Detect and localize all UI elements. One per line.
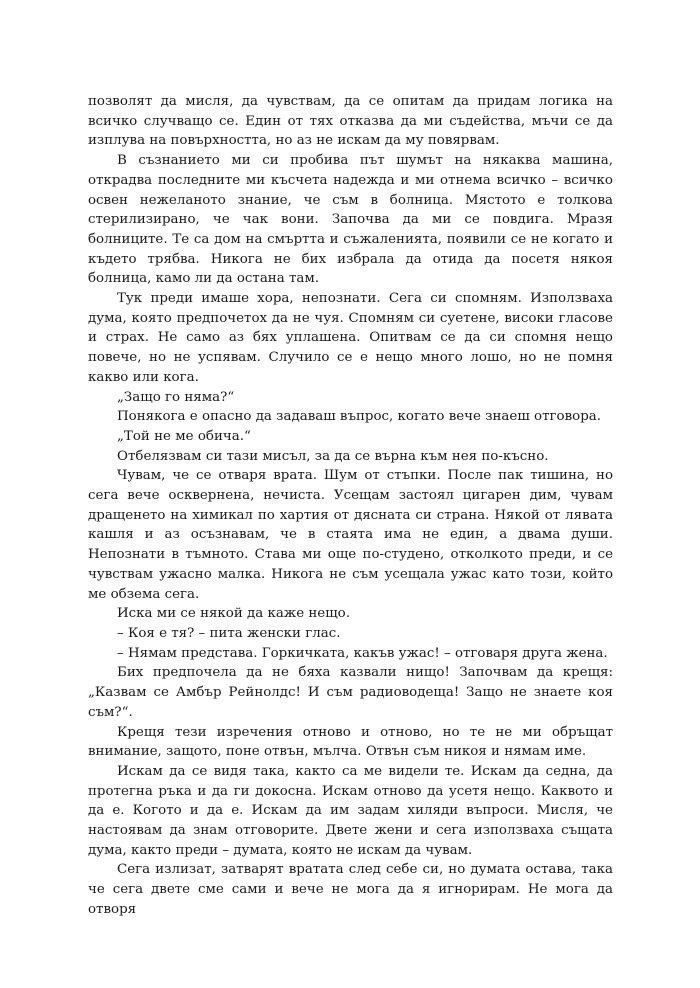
paragraph: – Коя е тя? – пита женски глас. (117, 625, 341, 641)
paragraph: Искам да се видя така, както са ме видели те. Искам да седна, да протегна ръка и да ги докосна. Искам отново да усетя нещо. Каквото и да е. Когото и да е. Искам да им задам хиляди въпроси. Мисля, че настоявам да знам отговорите. Двете жени и сега използваха същата дума, както преди – думата, която не искам да чувам. (88, 763, 613, 858)
book-page-text (88, 92, 613, 920)
paragraph: Сега излизат, затварят вратата след себе си, но думата остава, така че сега двете сме сами и вече не мога да я игнорирам. Не мога да отворя (88, 862, 613, 917)
paragraph: позволят да мисля, да чувствам, да се опитам да придам логика на всичко случващо се. Един от тях отказва да ми съдейства, мъчи се да изплува на повърхността, но аз не искам да му повярвам. (88, 94, 613, 149)
paragraph: – Нямам представа. Горкичката, какъв ужас! – отговаря друга жена. (117, 645, 608, 661)
paragraph: Чувам, че се отваря врата. Шум от стъпки. После пак тишина, но сега вече осквернена, нечиста. Усещам застоял цигарен дим, чувам дращенето на химикал по хартия от дясната си страна. Някой от лявата кашля и аз осъзнавам, че в стаята има не един, а двама души. Непознати в тъмното. Става ми още по-студено, отколкото преди, и се чувствам ужасно малка. Никога не съм усещала ужас като този, който ме обзема сега. (88, 468, 613, 602)
paragraph: Иска ми се някой да каже нещо. (117, 606, 351, 622)
paragraph: Тук преди имаше хора, непознати. Сега си спомням. Използваха дума, която предпочетох да не чуя. Спомням си суетене, високи гласове и страх. Не само аз бях уплашена. Опитвам се да си спомня нещо повече, но не успявам. Случило се е нещо много лошо, но не помня какво или кога. (88, 291, 613, 385)
paragraph: Отбелязвам си тази мисъл, за да се върна към нея по-късно. (117, 448, 549, 464)
paragraph: Понякога е опасно да задаваш въпрос, когато вече знаеш отговора. (117, 409, 602, 425)
paragraph: Крещя тези изречения отново и отново, но те не ми обръщат внимание, защото, поне отвън, мълча. Отвън съм никоя и нямам име. (88, 724, 613, 760)
paragraph: В съзнанието ми си пробива път шумът на някаква машина, открадва последните ми късчета надежда и ми отнема всичко – всичко освен нежеланото знание, че съм в болница. Мястото е толкова стерилизирано, че чак вони. Започва да ми се повдига. Мразя болниците. Те са дом на смъртта и съжаленията, появили се не когато и където трябва. Никога не бих избрала да отида да посетя някоя болница, камо ли да остана там. (88, 153, 613, 287)
paragraph: „Защо го няма?“ (117, 389, 235, 405)
paragraph: Бих предпочела да не бяха казвали нищо! Започвам да крещя: „Казвам се Амбър Рейнолдс! И съм радиоводеща! Защо не знаете коя съм?“. (88, 665, 613, 720)
paragraph: „Той не ме обича.“ (117, 428, 251, 444)
